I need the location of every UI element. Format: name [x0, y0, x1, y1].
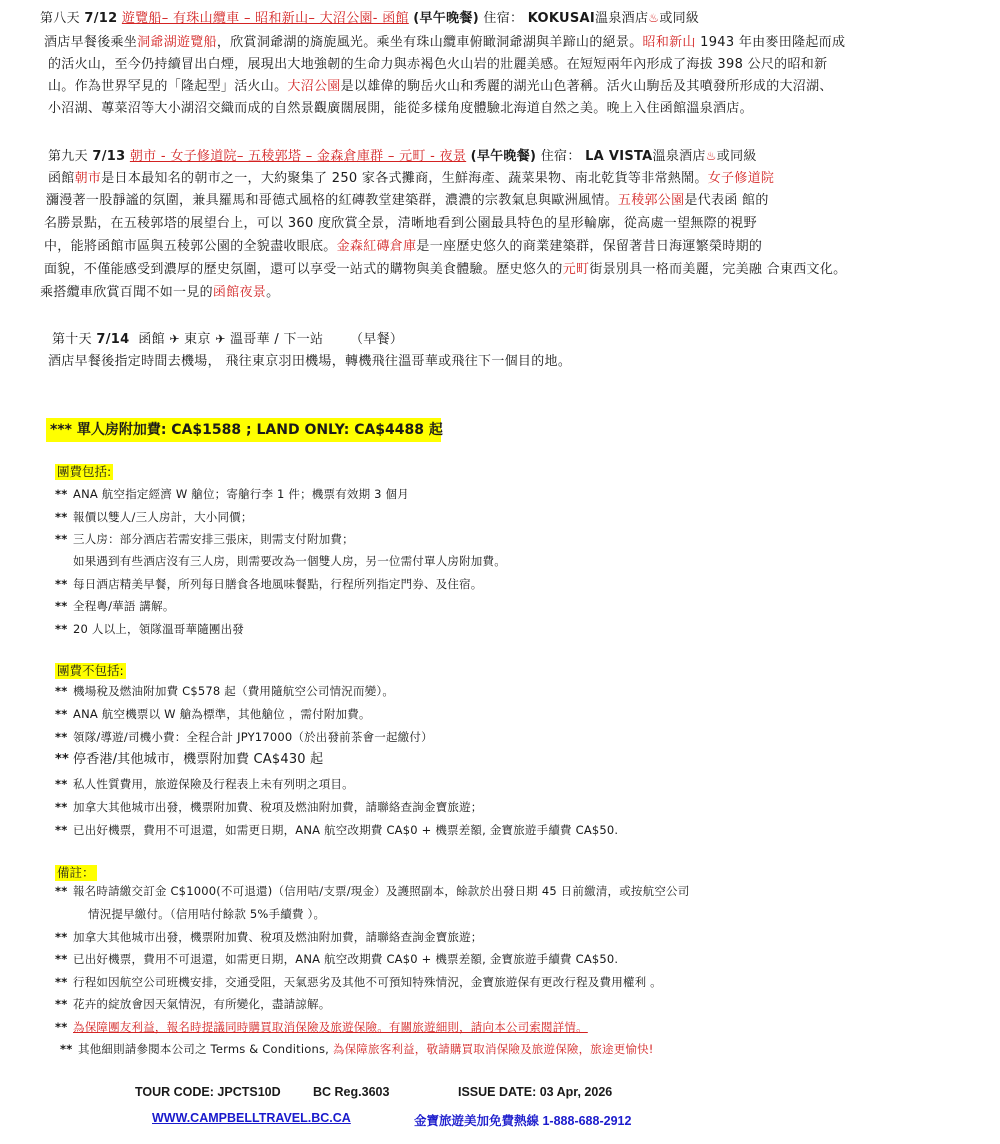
- item-text: 三人房：部分酒店若需安排三張床，則需支付附加費；: [73, 532, 354, 546]
- item-text: ANA 航空機票以 W 艙為標準，其他艙位 ，需付附加費。: [73, 707, 371, 721]
- item-text: 私人性質費用，旅遊保險及行程表上未有列明之項目。: [73, 777, 354, 791]
- highlight: 昭和新山: [642, 35, 696, 50]
- day9-line-5: [44, 262, 846, 278]
- hot-spring-icon: ♨: [705, 149, 717, 163]
- item-text: 其他細則請參閱本公司之 Terms & Conditions,: [78, 1042, 330, 1056]
- text: ，欣賞洞爺湖的旖旎風光。乘坐有珠山纜車俯瞰洞爺湖與羊蹄山的絕景。: [216, 35, 643, 50]
- item-text: 已出好機票，費用不可退還，如需更日期，ANA 航空改期費 CA$0 + 機票差額, 金寶旅遊手續費 CA$50.: [73, 952, 619, 966]
- list-item: ** 已出好機票，費用不可退還，如需更日期，ANA 航空改期費 CA$0 + 機票差額, 金寶旅遊手續費 CA$50.: [55, 823, 619, 837]
- bc-reg: BC Reg.3603: [313, 1085, 390, 1099]
- text: 街景別具一格而美麗，完美融 合東西文化。: [589, 262, 847, 277]
- hotel-name: KOKUSAI: [527, 11, 596, 26]
- text: 是代表函 館的: [684, 193, 769, 208]
- hotel-label: 住宿：: [540, 149, 581, 164]
- final-city: 溫哥華 / 下一站: [230, 332, 324, 347]
- item-text: 情況提早繳付。（信用咭付餘款 5%手續費 ）。: [88, 907, 326, 921]
- list-item: ** 每日酒店精美早餐，所列每日膳食各地風味餐點，行程所列指定門券、及住宿。: [55, 577, 483, 591]
- text: 的活火山，至今仍持續冒出白煙，展現出大地強韌的生命力與赤褐色火山岩的壯麗美感。在短短兩年內形成了海拔 398 公尺的昭和新: [48, 57, 828, 72]
- item-text: 加拿大其他城市出發，機票附加費、稅項及燃油附加費，請聯絡查詢金寶旅遊；: [73, 800, 483, 814]
- text: 小沼湖、蓴菜沼等大小湖沼交織而成的自然景觀廣闊展開，能從多樣角度體驗北海道自然之美。晚上入住函館溫泉酒店。: [48, 101, 753, 116]
- item-text: 為保障旅客利益，敬請購買取消保險及旅遊保險，旅途更愉快!: [332, 1042, 654, 1056]
- price-banner: *** 單人房附加費: CA$1588 ; LAND ONLY: CA$4488 起: [46, 418, 441, 442]
- text: 名勝景點，在五稜郭塔的展望台上，可以 360 度欣賞全景，清晰地看到公園最具特色的星形輪廓，從高處一望無際的視野: [44, 216, 757, 231]
- list-item: ** 報價以雙人/三人房計，大小同價；: [55, 510, 253, 524]
- text: 函館: [48, 171, 75, 186]
- day9-line-2: [46, 193, 769, 209]
- list-item: ** 三人房：部分酒店若需安排三張床，則需支付附加費；: [55, 532, 354, 546]
- day8-line-1: [44, 35, 845, 51]
- includes-title: 團費包括:: [57, 464, 112, 479]
- highlight: 大沼公園: [287, 79, 341, 94]
- excludes-title: 團費不包括:: [57, 663, 124, 678]
- item-text: 20 人以上，領隊溫哥華隨團出發: [73, 622, 244, 636]
- text: 1943 年由麥田隆起而成: [695, 35, 846, 50]
- list-item: ** 加拿大其他城市出發，機票附加費、稅項及燃油附加費，請聯絡查詢金寶旅遊；: [55, 800, 483, 814]
- day10-header: [52, 331, 403, 348]
- list-item: ** 私人性質費用，旅遊保險及行程表上未有列明之項目。: [55, 777, 354, 791]
- text: 酒店早餐後指定時間去機場， 飛往東京羽田機場，轉機飛往溫哥華或飛往下一個目的地。: [48, 354, 572, 369]
- text: 酒店早餐後乘坐: [44, 35, 138, 50]
- item-text: 如果遇到有些酒店沒有三人房，則需要改為一個雙人房，另一位需付單人房附加費。: [73, 554, 506, 568]
- list-item: ** 已出好機票，費用不可退還，如需更日期，ANA 航空改期費 CA$0 + 機票差額, 金寶旅遊手續費 CA$50.: [55, 952, 619, 966]
- item-text: 停香港/其他城市，機票附加費 CA$430 起: [73, 752, 324, 767]
- hot-spring-icon: ♨: [648, 11, 660, 25]
- list-item: ** 領隊/導遊/司機小費：全程合計 JPY17000（於出發前茶會一起繳付）: [55, 730, 433, 744]
- list-item: ** 花卉的綻放會因天氣情況，有所變化，盡請諒解。: [55, 997, 331, 1011]
- text: 。: [266, 285, 280, 300]
- text: 瀰漫著一股靜謐的氛圍，兼具羅馬和哥德式風格的紅磚教堂建築群，濃濃的宗教氣息與歐洲風情。: [46, 193, 618, 208]
- day8-line-3: [48, 79, 833, 95]
- list-item: ** ANA 航空機票以 W 艙為標準，其他艙位 ，需付附加費。: [55, 707, 371, 721]
- list-item: ** 停香港/其他城市，機票附加費 CA$430 起: [55, 752, 324, 767]
- day-meals: (早午晚餐): [470, 149, 537, 164]
- highlight: 女子修道院: [707, 171, 775, 186]
- item-text: 為保障團友利益，報名時提議同時購買取消保險及旅遊保險。有關旅遊細則，請向本公司索閱詳情。: [73, 1020, 588, 1034]
- item-text: 加拿大其他城市出發，機票附加費、稅項及燃油附加費，請聯絡查詢金寶旅遊；: [73, 930, 483, 944]
- text: 是日本最知名的朝市之一，大約聚集了 250 家各式攤商，生鮮海產、蔬菜果物、南北乾貨等非常熱鬧。: [101, 171, 708, 186]
- list-item: [73, 554, 506, 569]
- list-item: [88, 907, 325, 922]
- to-city: 東京: [184, 332, 211, 347]
- notes-title: 備註：: [57, 865, 95, 880]
- day9-header: [48, 148, 757, 165]
- text: 是以雄偉的駒岳火山和秀麗的湖光山色著稱。活火山駒岳及其噴發所形成的大沼湖、: [340, 79, 833, 94]
- text: 中，能將函館市區與五稜郭公園的全貌盡收眼底。: [44, 239, 337, 254]
- text: 山。作為世界罕見的「隆起型」活火山。: [48, 79, 288, 94]
- list-item: ** 加拿大其他城市出發，機票附加費、稅項及燃油附加費，請聯絡查詢金寶旅遊；: [55, 930, 483, 944]
- day9-line-3: [44, 216, 757, 232]
- highlight: 金森紅磚倉庫: [336, 239, 417, 254]
- highlight: 五稜郭公園: [617, 193, 685, 208]
- item-text: 機場稅及燃油附加費 C$578 起（費用隨航空公司情況而變）。: [73, 684, 395, 698]
- day-route: 遊覽船– 有珠山纜車 – 昭和新山– 大沼公園- 函館: [121, 11, 409, 26]
- day9-line-1: [48, 171, 774, 187]
- day9-line-6: [40, 285, 279, 301]
- list-item: ** 行程如因航空公司班機安排，交通受阻，天氣惡劣及其他不可預知特殊情況，金寶旅遊保有更改行程及費用權利 。: [55, 975, 662, 989]
- item-text: 全程粵/華語 講解。: [73, 599, 175, 613]
- hotel-alt: 或同級: [659, 11, 700, 26]
- highlight: 元町: [562, 262, 590, 277]
- day9-line-4: [44, 239, 762, 255]
- highlight: 朝市: [74, 171, 102, 186]
- list-item: ** 報名時請繳交訂金 C$1000(不可退還)（信用咭/支票/現金）及護照副本，餘款於出發日期 45 日前繳清，或按航空公司: [55, 884, 690, 898]
- item-text: 每日酒店精美早餐，所列每日膳食各地風味餐點，行程所列指定門券、及住宿。: [73, 577, 483, 591]
- hotel-name: LA VISTA: [585, 149, 653, 164]
- list-item: ** 機場稅及燃油附加費 C$578 起（費用隨航空公司情況而變）。: [55, 684, 395, 698]
- list-item: ** ANA 航空指定經濟 W 艙位；寄艙行李 1 件；機票有效期 3 個月: [55, 487, 409, 501]
- day8-line-4: [48, 101, 753, 117]
- hotel-label: 住宿：: [483, 11, 524, 26]
- highlight: 函館夜景: [212, 285, 267, 300]
- issue-date: ISSUE DATE: 03 Apr, 2026: [458, 1085, 613, 1099]
- day10-line-1: [48, 354, 571, 370]
- list-item: ** 全程粵/華語 講解。: [55, 599, 175, 613]
- airplane-icon: ✈: [215, 332, 226, 346]
- item-text: 花卉的綻放會因天氣情況，有所變化，盡請諒解。: [73, 997, 331, 1011]
- text: 乘搭纜車欣賞百聞不如一見的: [40, 285, 213, 300]
- hotel-type: 溫泉酒店: [595, 11, 649, 26]
- item-text: ANA 航空指定經濟 W 艙位；寄艙行李 1 件；機票有效期 3 個月: [73, 487, 409, 501]
- highlight: 洞爺湖遊覽船: [137, 35, 217, 50]
- text: 是一座歷史悠久的商業建築群，保留著昔日海運繁榮時期的: [416, 239, 763, 254]
- website-link[interactable]: WWW.CAMPBELLTRAVEL.BC.CA: [152, 1111, 351, 1125]
- day-label: 第八天: [40, 11, 80, 26]
- hotel-alt: 或同級: [716, 149, 757, 164]
- item-text: 行程如因航空公司班機安排，交通受阻，天氣惡劣及其他不可預知特殊情況，金寶旅遊保有更改行程及費用權利 。: [73, 975, 662, 989]
- day-date: 7/14: [96, 332, 130, 347]
- day8-line-2: [48, 57, 827, 73]
- text: 面貌，不僅能感受到濃厚的歷史氛圍，還可以享受一站式的購物與美食體驗。歷史悠久的: [44, 262, 563, 277]
- day-date: 7/13: [92, 149, 126, 164]
- day-meals: (早午晚餐): [413, 11, 479, 26]
- day-meals: （早餐）: [349, 332, 404, 347]
- list-item: ** 其他細則請參閱本公司之 Terms & Conditions, 為保障旅客利益，敬請購買取消保險及旅遊保險，旅途更愉快!: [60, 1042, 654, 1056]
- item-text: 已出好機票，費用不可退還，如需更日期，ANA 航空改期費 CA$0 + 機票差額, 金寶旅遊手續費 CA$50.: [73, 823, 619, 837]
- hotel-type: 溫泉酒店: [652, 149, 706, 164]
- tour-code: TOUR CODE: JPCTS10D: [135, 1085, 281, 1099]
- day-date: 7/12: [84, 11, 118, 26]
- item-text: 領隊/導遊/司機小費：全程合計 JPY17000（於出發前茶會一起繳付）: [73, 730, 433, 744]
- day8-header: [40, 10, 699, 27]
- item-text: 報價以雙人/三人房計，大小同價；: [73, 510, 253, 524]
- day-label: 第九天: [48, 149, 88, 164]
- list-item: ** 20 人以上，領隊溫哥華隨團出發: [55, 622, 244, 636]
- hotline: 金寶旅遊美加免費熱線 1-888-688-2912: [414, 1114, 632, 1128]
- from-city: 函館: [138, 332, 165, 347]
- list-item: ** 為保障團友利益，報名時提議同時購買取消保險及旅遊保險。有關旅遊細則，請向本公司索閱詳情。: [55, 1020, 588, 1034]
- airplane-icon: ✈: [169, 332, 180, 346]
- day-route: 朝市 - 女子修道院– 五稜郭塔 – 金森倉庫群 – 元町 - 夜景: [129, 149, 467, 164]
- item-text: 報名時請繳交訂金 C$1000(不可退還)（信用咭/支票/現金）及護照副本，餘款於出發日期 45 日前繳清，或按航空公司: [73, 884, 690, 898]
- day-label: 第十天: [52, 332, 92, 347]
